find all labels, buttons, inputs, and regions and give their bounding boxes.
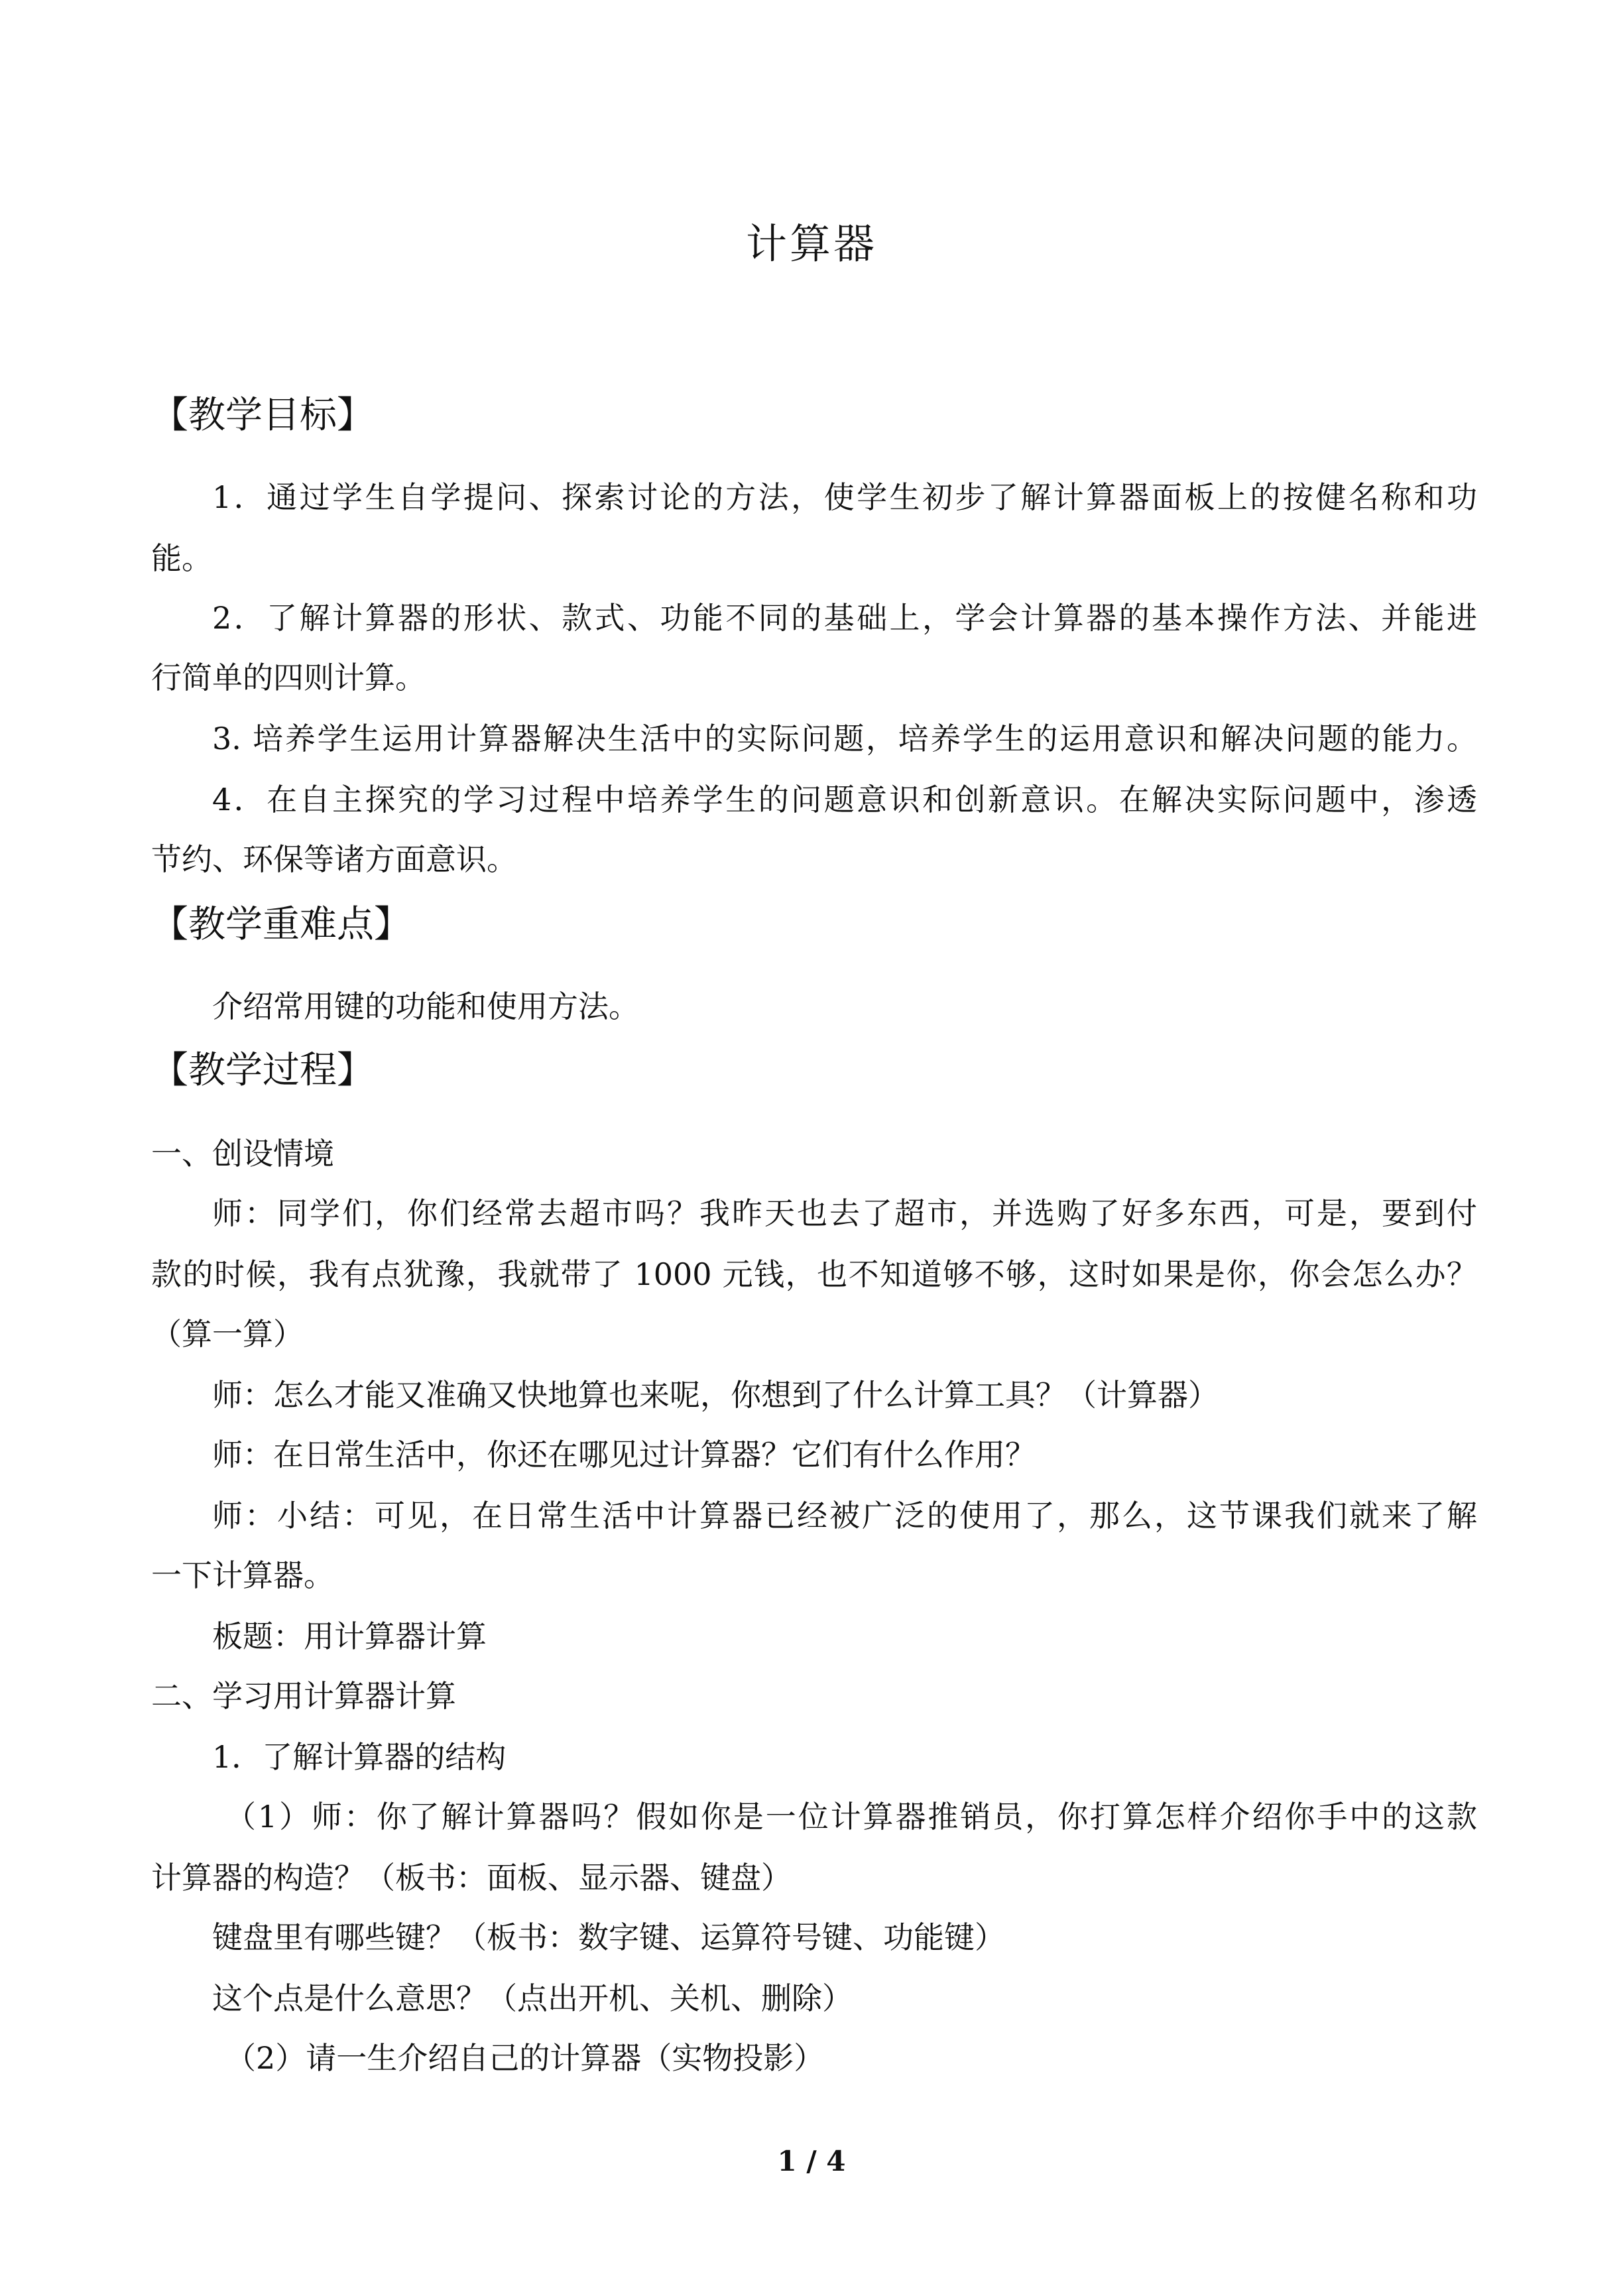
question-1-line-4: 这个点是什么意思？（点出开机、关机、删除） [212, 1980, 853, 2016]
part-2-title: 二、学习用计算器计算 [151, 1678, 456, 1714]
paragraph-4-line-1: 师：小结：可见，在日常生活中计算器已经被广泛的使用了，那么，这节课我们就来了解 [212, 1498, 1477, 1534]
question-1-line-1: （1）师：你了解计算器吗？假如你是一位计算器推销员，你打算怎样介绍你手中的这款 [225, 1799, 1477, 1835]
question-1-line-2: 计算器的构造？（板书：面板、显示器、键盘） [151, 1860, 792, 1896]
paragraph-1-line-3: （算一算） [151, 1316, 304, 1352]
question-1-line-3: 键盘里有哪些键？（板书：数字键、运算符号键、功能键） [212, 1919, 1005, 1955]
part-1-title: 一、创设情境 [151, 1136, 334, 1172]
paragraph-3: 师：在日常生活中，你还在哪见过计算器？它们有什么作用？ [212, 1437, 1036, 1473]
key-points-heading: 【教学重难点】 [151, 903, 411, 946]
process-heading: 【教学过程】 [151, 1049, 374, 1092]
objective-4-line-2: 节约、环保等诸方面意识。 [151, 841, 517, 877]
objective-2-line-1: 2．了解计算器的形状、款式、功能不同的基础上，学会计算器的基本操作方法、并能进 [212, 600, 1477, 636]
paragraph-1-line-1: 师：同学们，你们经常去超市吗？我昨天也去了超市，并选购了好多东西，可是，要到付 [212, 1195, 1477, 1231]
paragraph-2: 师：怎么才能又准确又快地算也来呢，你想到了什么计算工具？（计算器） [212, 1377, 1219, 1413]
paragraph-4-line-2: 一下计算器。 [151, 1557, 334, 1593]
question-2: （2）请一生介绍自己的计算器（实物投影） [225, 2040, 825, 2076]
objective-4-line-1: 4．在自主探究的学习过程中培养学生的问题意识和创新意识。在解决实际问题中，渗透 [212, 782, 1477, 817]
board-title: 板题：用计算器计算 [212, 1618, 487, 1654]
objective-3: 3. 培养学生运用计算器解决生活中的实际问题，培养学生的运用意识和解决问题的能力。 [212, 721, 1477, 756]
objectives-heading: 【教学目标】 [151, 394, 374, 437]
sub-1-title: 1．了解计算器的结构 [212, 1739, 507, 1775]
paragraph-1-line-2: 款的时候，我有点犹豫，我就带了 1000 元钱，也不知道够不够，这时如果是你，你会怎么办？ [151, 1256, 1477, 1292]
document-title: 计算器 [745, 219, 877, 268]
objective-1-line-2: 能。 [151, 540, 212, 576]
page-number: 1 / 4 [777, 2145, 846, 2177]
objective-2-line-2: 行简单的四则计算。 [151, 660, 426, 695]
key-points-text: 介绍常用键的功能和使用方法。 [212, 989, 639, 1024]
objective-1-line-1: 1．通过学生自学提问、探索讨论的方法，使学生初步了解计算器面板上的按健名称和功 [212, 479, 1477, 515]
